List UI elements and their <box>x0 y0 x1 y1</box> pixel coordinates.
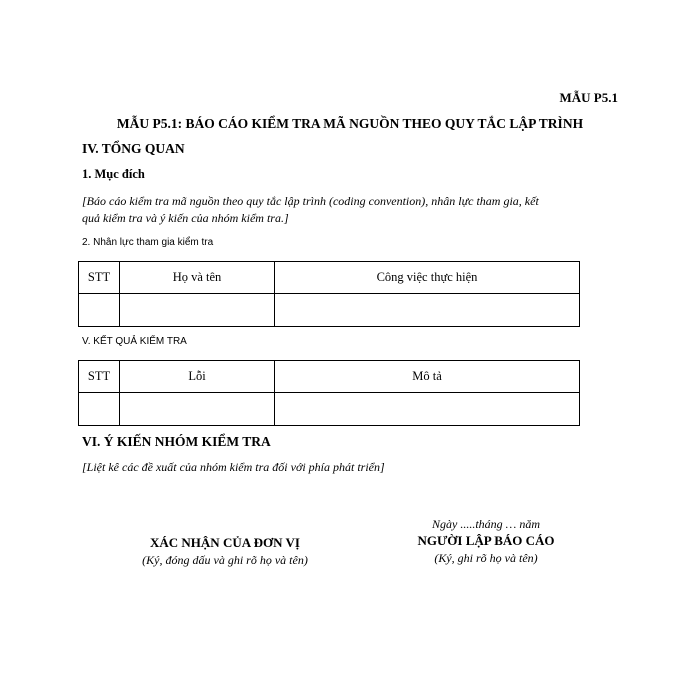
section-vi-heading: VI. Ý KIẾN NHÓM KIỂM TRA <box>82 434 271 449</box>
section-iv-heading: IV. TỔNG QUAN <box>82 141 185 156</box>
unit-confirmation-hint: (Ký, đóng dấu và ghi rõ họ và tên) <box>142 553 308 567</box>
reporter-title: NGƯỜI LẬP BÁO CÁO <box>417 533 555 548</box>
purpose-note-line-1: [Báo cáo kiểm tra mã nguồn theo quy tắc lập trình (coding convention), nhân lực tham gia, kết <box>82 194 539 208</box>
staff-table <box>78 261 580 327</box>
unit-confirmation-title: XÁC NHẬN CỦA ĐƠN VỊ <box>150 535 300 550</box>
unit-confirmation-block <box>105 535 345 568</box>
result-cell-error[interactable] <box>120 393 275 426</box>
staff-table-header-row <box>79 262 580 294</box>
result-table <box>78 360 580 426</box>
reporter-hint: (Ký, ghi rõ họ và tên) <box>434 551 538 565</box>
purpose-heading: 1. Mục đích <box>82 167 145 181</box>
result-col-description: Mô tả <box>275 361 580 393</box>
purpose-note-line-2: quả kiểm tra và ý kiến của nhóm kiểm tra.] <box>82 211 289 225</box>
result-cell-description[interactable] <box>275 393 580 426</box>
staff-col-name: Họ và tên <box>120 262 275 294</box>
reporter-block <box>366 517 606 566</box>
result-table-header-row <box>79 361 580 393</box>
purpose-note <box>82 193 612 227</box>
staff-heading: 2. Nhân lực tham gia kiểm tra <box>82 237 214 248</box>
document-title: MẪU P5.1: BÁO CÁO KIỂM TRA MÃ NGUỒN THEO QUY TẮC LẬP TRÌNH <box>116 116 584 131</box>
staff-cell-name[interactable] <box>120 294 275 327</box>
section-vi-note: [Liệt kê các đề xuất của nhóm kiểm tra đối với phía phát triển] <box>82 460 385 474</box>
result-table-row <box>79 393 580 426</box>
staff-col-task: Công việc thực hiện <box>275 262 580 294</box>
staff-cell-task[interactable] <box>275 294 580 327</box>
staff-col-stt: STT <box>79 262 120 294</box>
section-v-heading: V. KẾT QUẢ KIỂM TRA <box>82 336 187 347</box>
form-code: MẪU P5.1 <box>559 90 618 105</box>
staff-table-row <box>79 294 580 327</box>
result-col-error: Lỗi <box>120 361 275 393</box>
result-cell-stt[interactable] <box>79 393 120 426</box>
date-line: Ngày .....tháng … năm <box>432 517 540 531</box>
result-col-stt: STT <box>79 361 120 393</box>
staff-cell-stt[interactable] <box>79 294 120 327</box>
